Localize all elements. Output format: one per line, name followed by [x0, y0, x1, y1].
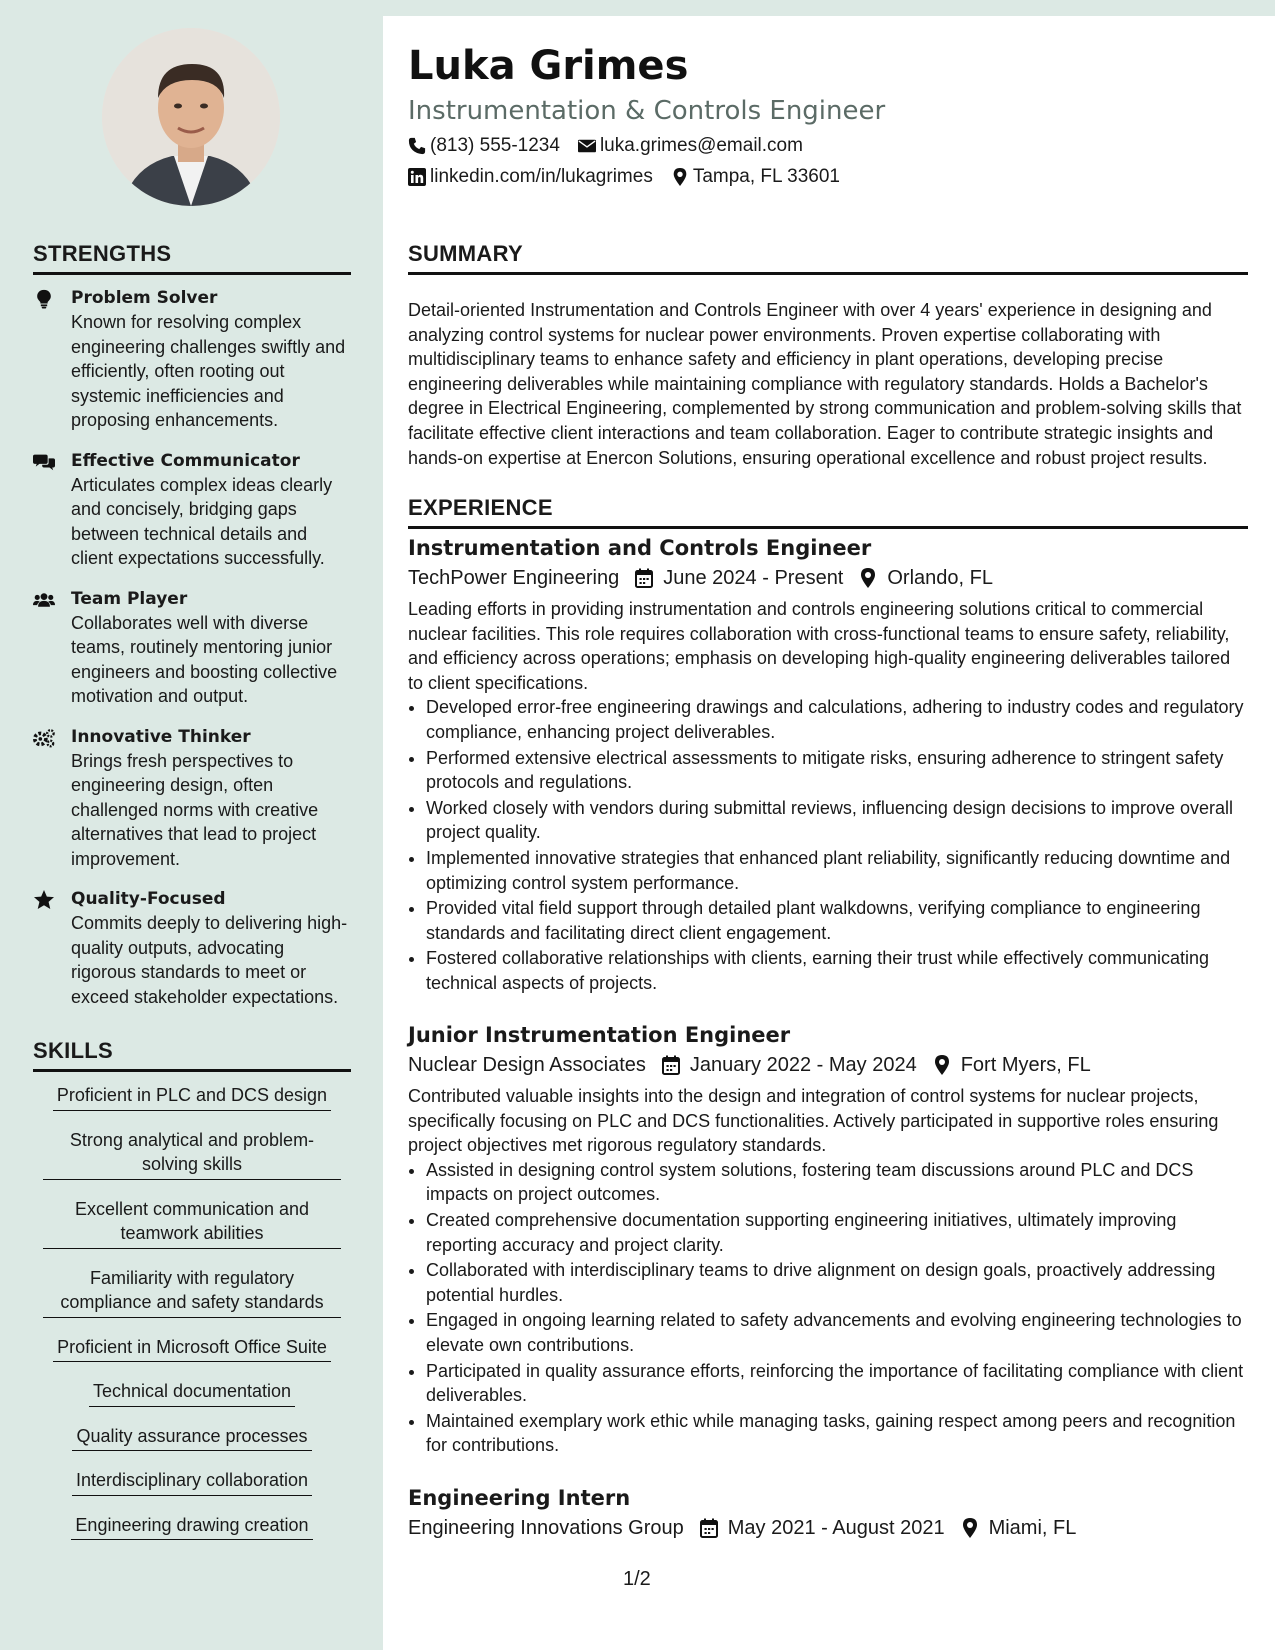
strength-item [33, 449, 353, 571]
skill-item: Excellent communication and teamwork abilities [43, 1197, 341, 1249]
users-icon [33, 587, 71, 709]
list-item: • Maintained exemplary work ethic while managing tasks, gaining respect among peers and recognition for contributions. [426, 1409, 1250, 1458]
star-icon [33, 887, 71, 1009]
comments-icon [33, 449, 71, 571]
main-content [383, 16, 1275, 1650]
location-text: Tampa, FL 33601 [692, 166, 840, 187]
strength-description: Brings fresh perspectives to engineering design, often challenged norms with creative alternatives that lead to project improvement. [71, 750, 319, 869]
summary-heading: SUMMARY [408, 241, 1248, 275]
avatar [102, 28, 280, 206]
phone-text: (813) 555-1234 [430, 135, 560, 156]
job-entry [408, 1484, 1250, 1542]
skill-item: Technical documentation [89, 1379, 295, 1407]
list-item: • Participated in quality assurance efforts, reinforcing the importance of facilitating compliance with client deliverables. [426, 1359, 1250, 1408]
strength-title: Innovative Thinker [71, 726, 251, 747]
strength-description: Articulates complex ideas clearly and concisely, bridging gaps between technical details and client expectations successfully. [71, 474, 333, 568]
job-title: Junior Instrumentation Engineer [408, 1023, 791, 1047]
list-item: • Created comprehensive documentation supporting engineering initiatives, ultimately improving reporting accuracy and project clarity. [426, 1208, 1250, 1257]
linkedin-text[interactable]: linkedin.com/in/lukagrimes [430, 166, 653, 187]
strength-description: Known for resolving complex engineering challenges swiftly and efficiently, often rooting out systemic inefficiencies and proposing enhancements. [71, 312, 346, 430]
list-item: • Engaged in ongoing learning related to safety advancements and evolving engineering technologies to elevate own contributions. [426, 1308, 1250, 1357]
skill-item: Proficient in Microsoft Office Suite [53, 1335, 331, 1363]
map-pin-icon [859, 568, 877, 588]
skills-heading: SKILLS [33, 1038, 351, 1072]
job-dates: June 2024 - Present [663, 567, 844, 589]
list-item: • Worked closely with vendors during submittal reviews, influencing design decisions to improve overall project quality. [426, 796, 1250, 845]
job-entry [408, 534, 1250, 997]
skill-item: Engineering drawing creation [71, 1513, 312, 1541]
skill-item: Strong analytical and problem-solving skills [43, 1128, 341, 1180]
skill-item: Interdisciplinary collaboration [72, 1468, 312, 1496]
email-text[interactable]: luka.grimes@email.com [599, 135, 803, 156]
strength-item [33, 587, 353, 709]
job-description: Leading efforts in providing instrumentation and controls engineering solutions critical to commercial nuclear facilities. This role requires collaboration with cross-functional teams to ensure safety, reliability, and efficiency across operations; emphasis on developing high-quality engineering deliverables tailored to client specifications. [408, 599, 1231, 693]
strength-description: Commits deeply to delivering high-quality outputs, advocating rigorous standards to meet or exceed stakeholder expectations. [71, 913, 348, 1007]
list-item: • Developed error-free engineering drawings and calculations, adhering to industry codes and regulatory compliance, enhancing project deliverables. [426, 695, 1250, 744]
list-item: • Provided vital field support through detailed plant walkdowns, verifying compliance to engineering standards and facilitating direct client engagement. [426, 896, 1250, 945]
job-meta [408, 1051, 1250, 1079]
list-item: • Implemented innovative strategies that enhanced plant reliability, significantly reducing downtime and optimizing control system performance. [426, 846, 1250, 895]
lightbulb-icon [33, 286, 71, 433]
skills-list [33, 1083, 351, 1557]
envelope-icon [578, 137, 596, 155]
strengths-list [33, 286, 353, 1025]
job-location: Orlando, FL [887, 567, 993, 589]
list-item: • Fostered collaborative relationships with clients, earning their trust while effectively communicating technical aspects of projects. [426, 946, 1250, 995]
experience-heading: EXPERIENCE [408, 495, 1248, 529]
list-item: • Collaborated with interdisciplinary teams to drive alignment on design goals, proactively addressing potential hurdles. [426, 1258, 1250, 1307]
job-entry [408, 1021, 1250, 1459]
calendar-icon [700, 1518, 718, 1538]
skill-item: Proficient in PLC and DCS design [53, 1083, 331, 1111]
strength-title: Quality-Focused [71, 889, 226, 909]
strengths-heading: STRENGTHS [33, 241, 351, 275]
phone-icon [408, 137, 426, 155]
job-location: Fort Myers, FL [960, 1054, 1091, 1076]
strength-title: Team Player [71, 588, 188, 609]
contact-row [408, 134, 821, 158]
job-title: Engineering Intern [408, 1486, 631, 1510]
list-item: • Performed extensive electrical assessments to mitigate risks, ensuring adherence to stringent safety protocols and regulations. [426, 746, 1250, 795]
job-dates: January 2022 - May 2024 [689, 1054, 917, 1076]
job-meta [408, 564, 1250, 592]
strength-title: Problem Solver [71, 288, 218, 308]
job-dates: May 2021 - August 2021 [727, 1517, 945, 1539]
strength-item [33, 887, 353, 1009]
location-contact [671, 165, 840, 189]
calendar-icon [635, 568, 653, 588]
job-company: Nuclear Design Associates [408, 1054, 646, 1076]
map-pin-icon [961, 1518, 979, 1538]
profile-photo [102, 28, 280, 206]
job-title: Instrumentation and Controls Engineer [408, 536, 872, 560]
gears-icon [33, 725, 71, 872]
sidebar [0, 0, 383, 1650]
skill-item: Quality assurance processes [72, 1424, 311, 1452]
phone-contact [408, 134, 560, 158]
strength-title: Effective Communicator [71, 450, 300, 471]
email-contact[interactable] [578, 134, 803, 158]
job-description: Contributed valuable insights into the design and integration of control systems for nuclear projects, specifically focusing on PLC and DCS functionalities. Actively participated in supportive roles ensuring project objectives met rigorous regulatory standards. [408, 1086, 1219, 1156]
calendar-icon [662, 1055, 680, 1075]
map-pin-icon [933, 1055, 951, 1075]
job-company: TechPower Engineering [408, 567, 620, 589]
linkedin-contact[interactable] [408, 165, 653, 189]
page-number: 1/2 [623, 1568, 651, 1590]
job-meta [408, 1514, 1250, 1542]
summary-text: Detail-oriented Instrumentation and Controls Engineer with over 4 years' experience in designing and analyzing control systems for nuclear power environments. Proven expertise collaborating with multidisciplinary teams to enhance safety and efficiency in plant operations, developing precise engineering deliverables while maintaining compliance with regulatory standards. Holds a Bachelor's degree in Electrical Engineering, complemented by strong communication and problem-solving skills that facilitate effective client interactions and team collaboration. Eager to contribute strategic insights and hands-on expertise at Enercon Solutions, ensuring operational excellence and robust project results. [408, 300, 1242, 468]
contact-row [408, 165, 858, 189]
list-item: • Assisted in designing control system solutions, fostering team discussions around PLC and DCS impacts on project outcomes. [426, 1158, 1250, 1207]
skill-item: Familiarity with regulatory compliance and safety standards [43, 1266, 341, 1318]
candidate-role: Instrumentation & Controls Engineer [408, 96, 886, 126]
strength-item [33, 286, 353, 433]
candidate-name: Luka Grimes [408, 43, 689, 89]
job-bullets [408, 1158, 1250, 1458]
job-company: Engineering Innovations Group [408, 1517, 684, 1539]
job-bullets [408, 695, 1250, 995]
linkedin-icon [408, 168, 426, 186]
strength-description: Collaborates well with diverse teams, routinely mentoring junior engineers and boosting collective motivation and output. [71, 612, 338, 706]
map-pin-icon [671, 168, 689, 186]
strength-item [33, 725, 353, 872]
job-location: Miami, FL [988, 1517, 1077, 1539]
